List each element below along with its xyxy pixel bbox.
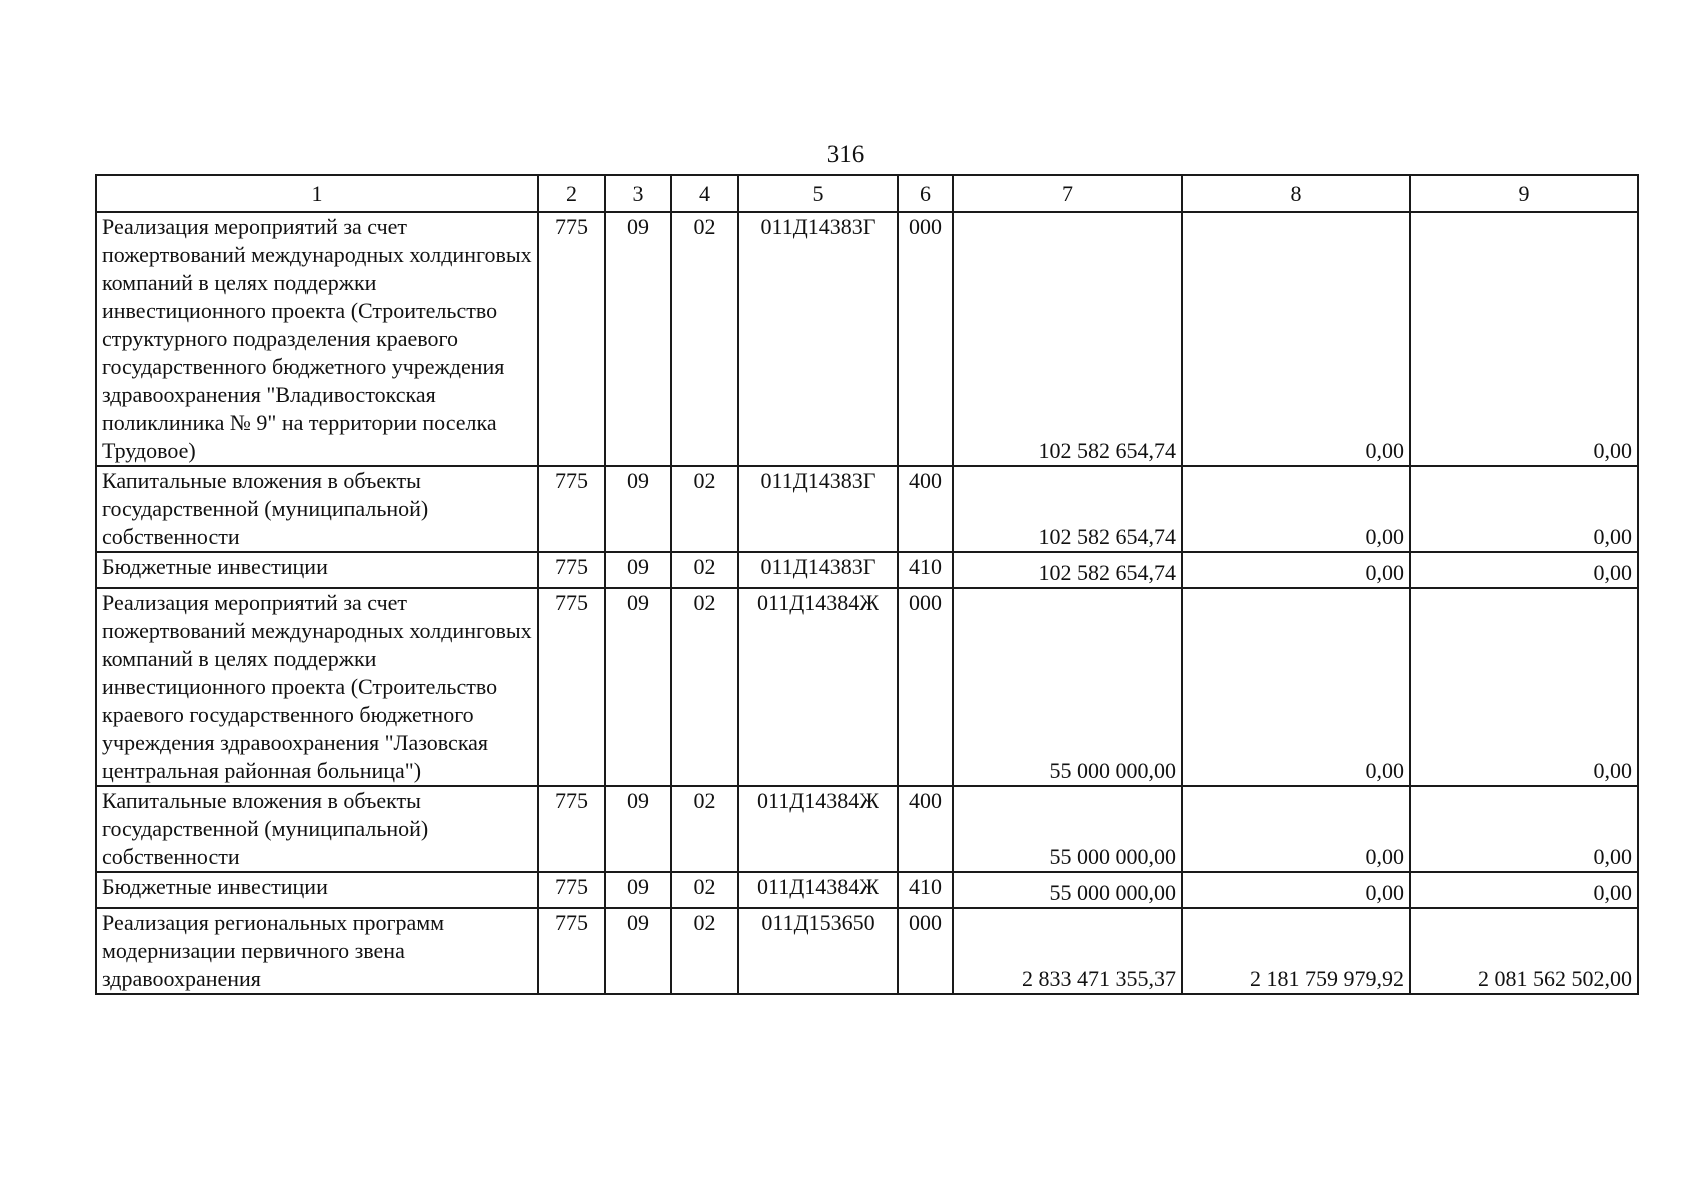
- row-amount-3: 2 081 562 502,00: [1410, 908, 1638, 994]
- row-grbs: 775: [538, 908, 605, 994]
- row-amount-3: 0,00: [1410, 466, 1638, 552]
- row-target-article: 011Д14383Г: [738, 552, 898, 588]
- row-expense-type: 400: [898, 786, 953, 872]
- row-expense-type: 000: [898, 908, 953, 994]
- row-name: Реализация мероприятий за счет пожертвований международных холдинговых компаний в целях поддержки инвестиционного проекта (Строительство краевого государственного бюджетного учреждения здравоохранения "Лазовская центральная районная больница"): [96, 588, 538, 786]
- row-amount-3: 0,00: [1410, 786, 1638, 872]
- row-expense-type: 400: [898, 466, 953, 552]
- column-header: 1: [96, 175, 538, 212]
- row-target-article: 011Д14384Ж: [738, 872, 898, 908]
- row-amount-3: 0,00: [1410, 588, 1638, 786]
- row-section: 09: [605, 908, 671, 994]
- row-amount-2: 0,00: [1182, 872, 1410, 908]
- row-name: Бюджетные инвестиции: [96, 872, 538, 908]
- row-section: 09: [605, 872, 671, 908]
- row-amount-2: 2 181 759 979,92: [1182, 908, 1410, 994]
- column-header: 8: [1182, 175, 1410, 212]
- row-amount-1: 55 000 000,00: [953, 588, 1182, 786]
- row-subsection: 02: [671, 212, 738, 466]
- row-target-article: 011Д14383Г: [738, 466, 898, 552]
- row-name: Капитальные вложения в объекты государственной (муниципальной) собственности: [96, 466, 538, 552]
- row-subsection: 02: [671, 588, 738, 786]
- row-subsection: 02: [671, 908, 738, 994]
- row-amount-2: 0,00: [1182, 212, 1410, 466]
- row-amount-3: 0,00: [1410, 212, 1638, 466]
- column-header: 2: [538, 175, 605, 212]
- row-amount-1: 55 000 000,00: [953, 872, 1182, 908]
- column-header: 7: [953, 175, 1182, 212]
- row-section: 09: [605, 212, 671, 466]
- page-number: 316: [826, 141, 865, 168]
- row-section: 09: [605, 552, 671, 588]
- budget-table: [95, 174, 1639, 995]
- row-name: Капитальные вложения в объекты государственной (муниципальной) собственности: [96, 786, 538, 872]
- row-expense-type: 000: [898, 212, 953, 466]
- column-header: 3: [605, 175, 671, 212]
- row-section: 09: [605, 588, 671, 786]
- column-header: 4: [671, 175, 738, 212]
- row-subsection: 02: [671, 466, 738, 552]
- row-grbs: 775: [538, 552, 605, 588]
- table-row: [96, 588, 1638, 786]
- row-subsection: 02: [671, 872, 738, 908]
- table-row: [96, 212, 1638, 466]
- table-row: [96, 872, 1638, 908]
- row-target-article: 011Д14383Г: [738, 212, 898, 466]
- table-row: [96, 908, 1638, 994]
- row-amount-1: 102 582 654,74: [953, 466, 1182, 552]
- row-grbs: 775: [538, 466, 605, 552]
- row-amount-1: 55 000 000,00: [953, 786, 1182, 872]
- row-grbs: 775: [538, 872, 605, 908]
- column-header: 5: [738, 175, 898, 212]
- row-amount-3: 0,00: [1410, 872, 1638, 908]
- table-row: [96, 552, 1638, 588]
- row-expense-type: 410: [898, 872, 953, 908]
- row-expense-type: 410: [898, 552, 953, 588]
- table-header-row: [96, 175, 1638, 212]
- row-name: Бюджетные инвестиции: [96, 552, 538, 588]
- column-header: 6: [898, 175, 953, 212]
- row-subsection: 02: [671, 786, 738, 872]
- row-subsection: 02: [671, 552, 738, 588]
- row-amount-2: 0,00: [1182, 588, 1410, 786]
- row-amount-1: 102 582 654,74: [953, 212, 1182, 466]
- row-name: Реализация региональных программ модернизации первичного звена здравоохранения: [96, 908, 538, 994]
- row-amount-3: 0,00: [1410, 552, 1638, 588]
- table-row: [96, 786, 1638, 872]
- row-target-article: 011Д153650: [738, 908, 898, 994]
- row-expense-type: 000: [898, 588, 953, 786]
- row-section: 09: [605, 466, 671, 552]
- row-amount-1: 2 833 471 355,37: [953, 908, 1182, 994]
- row-grbs: 775: [538, 786, 605, 872]
- column-header: 9: [1410, 175, 1638, 212]
- row-amount-1: 102 582 654,74: [953, 552, 1182, 588]
- row-grbs: 775: [538, 588, 605, 786]
- row-name: Реализация мероприятий за счет пожертвований международных холдинговых компаний в целях поддержки инвестиционного проекта (Строительство структурного подразделения краевого государственного бюджетного учреждения здравоохранения "Владивостокская поликлиника № 9" на территории поселка Трудовое): [96, 212, 538, 466]
- row-section: 09: [605, 786, 671, 872]
- table-row: [96, 466, 1638, 552]
- row-target-article: 011Д14384Ж: [738, 786, 898, 872]
- row-target-article: 011Д14384Ж: [738, 588, 898, 786]
- row-amount-2: 0,00: [1182, 552, 1410, 588]
- row-amount-2: 0,00: [1182, 786, 1410, 872]
- row-amount-2: 0,00: [1182, 466, 1410, 552]
- row-grbs: 775: [538, 212, 605, 466]
